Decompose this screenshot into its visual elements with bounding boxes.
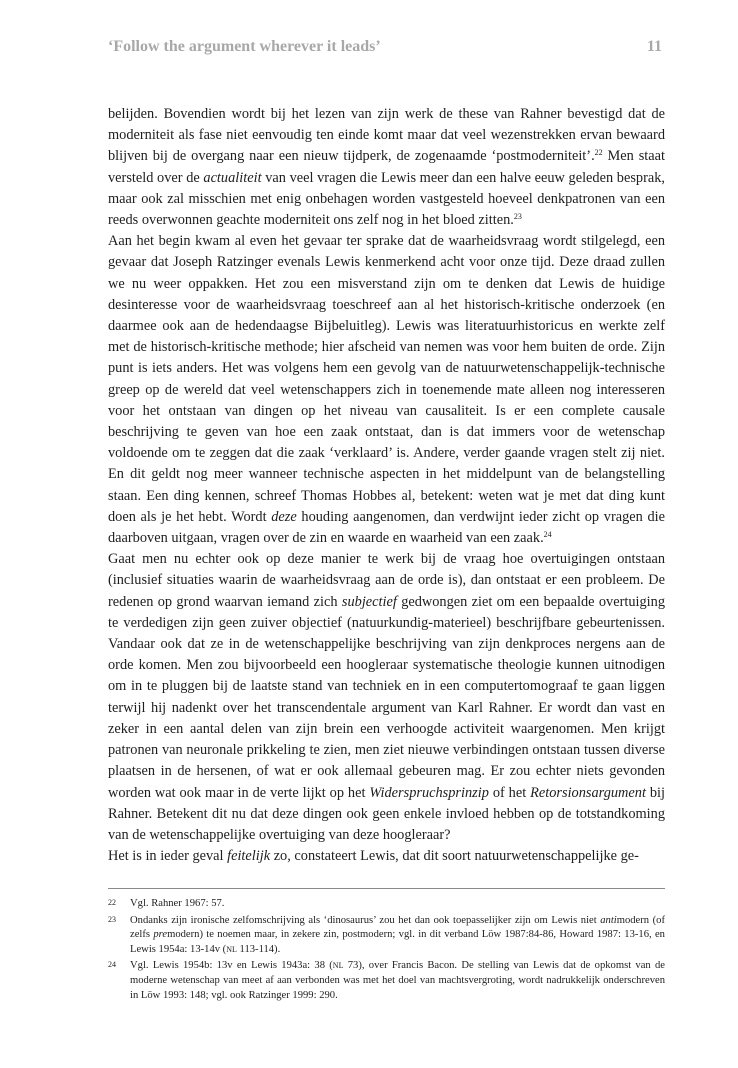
italic-text: pre xyxy=(153,929,168,941)
text-run: Het is in ieder geval xyxy=(108,848,228,865)
body-text xyxy=(108,104,665,867)
footnote-text xyxy=(130,897,665,912)
footnote-ref: 24 xyxy=(543,530,552,540)
text-run: Gaat men nu echter ook op deze manier te werk bij de vraag hoe overtuigingen ontstaan (inclusief situaties waarin de waarheidsvraag aan de orde is), dan ontstaat er een probleem. De redenen op grond waarvan iemand zich xyxy=(108,551,665,610)
text-run: houding aangenomen, dan verdwijnt ieder zicht op vragen die daarboven uitgaan, vragen over de zin en waarde en waarheid van een zaak. xyxy=(108,508,665,547)
footnote-text xyxy=(130,959,665,1003)
text-run: bij Rahner. Betekent dit nu dat deze dingen ook geen enkele invloed hebben op de totstandkoming van de wetenschappelijke overtuiging van deze hoogleraar? xyxy=(108,784,665,843)
footnote-ref: 22 xyxy=(594,148,603,158)
text-run: 113-114). xyxy=(236,943,281,955)
text-run: modern (of zelfs xyxy=(130,914,665,941)
text-run: modern) te noemen maar, in zekere zin, postmodern; vgl. in dit verband Löw 1987:84-86, Howard 1987: 13-16, en Lewis 1954a: 13-14v ( xyxy=(130,929,665,955)
footnote xyxy=(108,897,665,912)
small-caps-text: NL xyxy=(332,961,344,971)
italic-text: Widerspruchsprinzip xyxy=(369,784,489,801)
text-run: belijden. Bovendien wordt bij het lezen van zijn werk de these van Rahner bevestigd dat de moderniteit als fase niet eenvoudig ten einde komt maar dat veel wezenstrekken ervan bewaard blijven bij de overgang naar een nieuw tijdperk, de zogenaamde ‘postmoderniteit’. xyxy=(108,106,665,165)
footnote-text xyxy=(130,914,665,958)
text-run: Vgl. Rahner 1967: 57. xyxy=(130,898,225,909)
footnote-number: 23 xyxy=(108,914,116,924)
paragraph xyxy=(108,846,665,867)
text-run: 73), over Francis Bacon. De stelling van Lewis dat de opkomst van de moderne wetenschap van meet af aan verbonden was met het doel van machtsvergroting, wordt nadrukkelijk onderschreven in Löw 1993: 148; vgl. ook Ratzinger 1999: 290. xyxy=(130,960,665,1001)
paragraph xyxy=(108,104,665,231)
footnote-ref: 23 xyxy=(513,212,522,222)
italic-text: actualiteit xyxy=(203,169,262,186)
text-run: Ondanks zijn ironische zelfomschrijving als ‘dinosaurus’ zou het dan ook toepasselijker zijn om Lewis niet xyxy=(130,914,601,926)
footnote-divider xyxy=(108,888,665,889)
text-run: Aan het begin kwam al even het gevaar ter sprake dat de waarheidsvraag wordt stilgelegd, een gevaar dat Joseph Ratzinger evenals Lewis kenmerkend acht voor onze tijd. Deze draad zullen we nu weer oppakken. Het zou een misverstand zijn om te denken dat Lewis de huidige desinteresse voor de waarheidsvraag toeschreef aan al het historisch-kritische onderzoek (en daarmee ook aan de hedendaagse Bijbeluitleg). Lewis was literatuurhistoricus en werkte zelf met de historisch-kritische methode; hier afscheid van nemen was voor hem buiten de orde. Zijn punt is iets anders. Het was volgens hem een gevolg van de natuurwetenschappelijk-technische greep op de wereld dat veel wetenschappers zich in toenemende mate alleen nog interesseren voor het ontstaan van dingen op het niveau van causaliteit. Is er een complete causale beschrijving te geven van hoe een zaak ontstaat, dan is dat immers voor de wetenschap voldoende om te zeggen dat die zaak ‘verklaard’ is. Andere, verder gaande vragen stelt zij niet. En dit geldt nog meer wanneer technische aspecten in het middelpunt van de belangstelling staan. Een ding kennen, schreef Thomas Hobbes al, betekent: weten wat je met dat ding kunt doen als je het hebt. Wordt xyxy=(108,233,665,525)
running-title: ‘Follow the argument wherever it leads’ xyxy=(108,38,381,55)
footnote xyxy=(108,914,665,958)
footnote xyxy=(108,959,665,1003)
italic-text: Retorsionsargument xyxy=(530,784,646,801)
text-run: Vgl. Lewis 1954b: 13v en Lewis 1943a: 38 ( xyxy=(130,960,333,972)
text-run: Men staat versteld over de xyxy=(108,148,666,186)
italic-text: feitelijk xyxy=(227,848,271,865)
footnote-number: 24 xyxy=(108,960,116,970)
italic-text: subjectief xyxy=(341,593,397,610)
text-run: zo, constateert Lewis, dat dit soort natuurwetenschappelijke ge- xyxy=(270,848,639,865)
footnotes xyxy=(108,897,665,1005)
text-run: van veel vragen die Lewis meer dan een halve eeuw geleden besprak, maar ook zal misschien met enig onbehagen worden vastgesteld hoeveel denkpatronen van een reeds overwonnen geachte moderniteit ons zelf nog in het bloed zitten. xyxy=(108,169,665,229)
paragraph xyxy=(108,231,665,549)
page-number: 11 xyxy=(646,38,662,55)
italic-text: anti xyxy=(600,914,617,926)
small-caps-text: NL xyxy=(226,944,237,954)
running-header xyxy=(108,38,662,56)
paragraph xyxy=(108,549,665,846)
italic-text: deze xyxy=(271,508,297,525)
text-run: gedwongen ziet om een bepaalde overtuiging te verdedigen zijn geen zuiver objectief (natuurkundig-materieel) beschrijfbare gebeurtenissen. Vandaar ook dat ze in de wetenschappelijke beschrijving van zijn denkproces nergens aan de orde komen. Men zou bijvoorbeeld een hoogleraar systematische theologie kunnen uitnodigen om in te pluggen bij de laatste stand van techniek en in een computertomograaf te gaan liggen terwijl hij nadenkt over het transcendentale argument van Karl Rahner. Er wordt dan vast en zeker in een aantal delen van zijn brein een verhoogde activiteit waargenomen. Men krijgt patronen van neuronale prikkeling te zien, men ziet nieuwe verbindingen ontstaan tussen diverse plaatsen in de hersenen, of wat er ook allemaal gebeuren mag. Er zou echter niets gevonden worden wat ook maar in de verte lijkt op het xyxy=(108,593,666,801)
footnote-number: 22 xyxy=(108,898,116,907)
text-run: of het xyxy=(488,784,531,801)
